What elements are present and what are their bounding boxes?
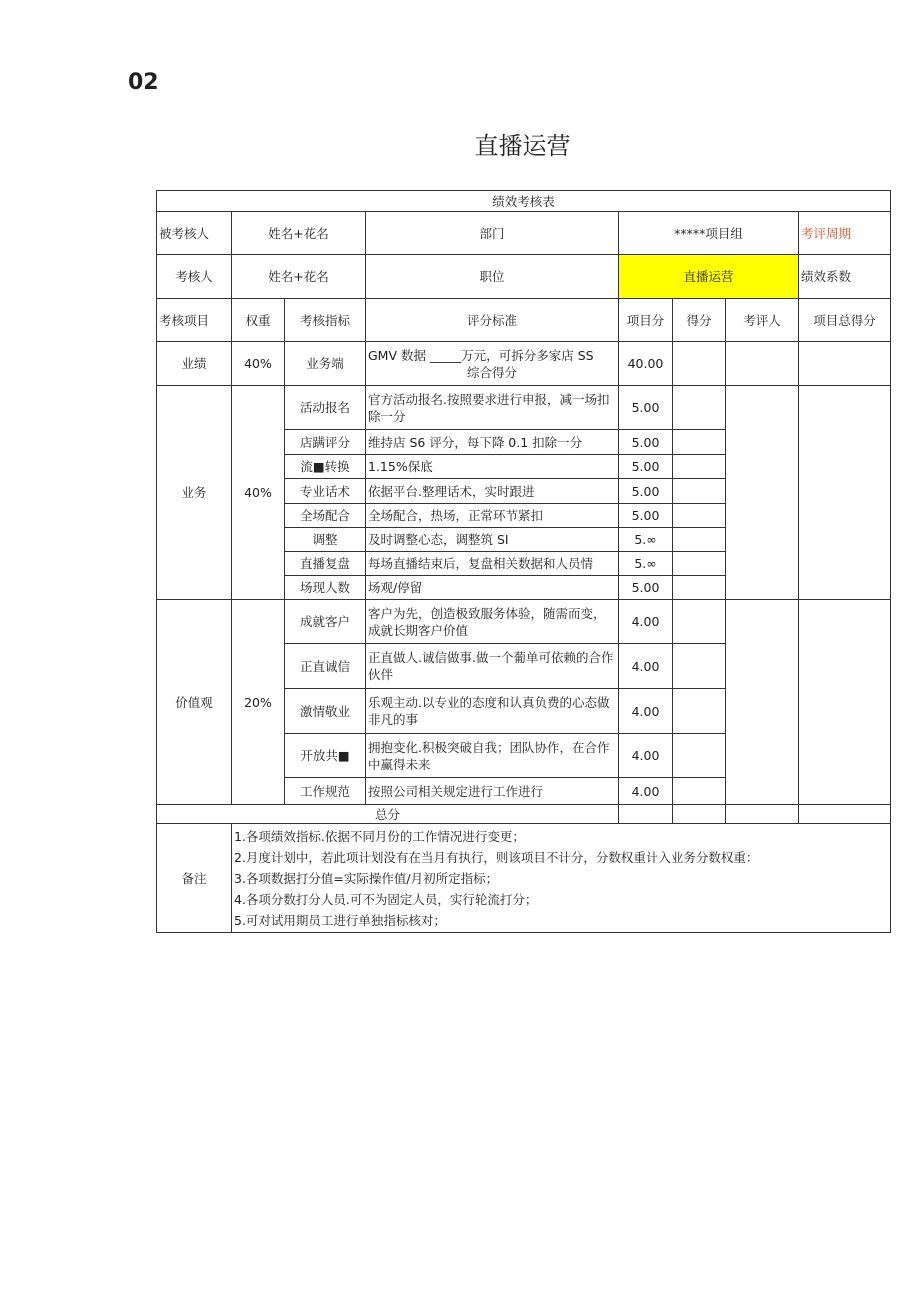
item-points: 4.00 bbox=[619, 600, 673, 644]
evaluatee-label: 被考核人 bbox=[157, 212, 232, 255]
indicator-name: 工作规范 bbox=[285, 778, 366, 805]
remarks-row bbox=[157, 824, 891, 933]
total-points-cell bbox=[619, 805, 673, 824]
item-points: 5.00 bbox=[619, 576, 673, 600]
coefficient-label: 绩效系数 bbox=[799, 255, 891, 299]
scoring-standard: 拥抱变化.积极突破自我；团队协作，在合作中赢得未来 bbox=[366, 734, 619, 778]
col-header-score: 得分 bbox=[673, 299, 726, 342]
score-cell bbox=[673, 386, 726, 430]
remark-line: 2.月度计划中，若此项计划没有在当月有执行，则该项目不计分，分数权重计入业务分数权重： bbox=[234, 849, 759, 865]
score-cell bbox=[673, 600, 726, 644]
col-header-total: 项目总得分 bbox=[799, 299, 891, 342]
item-points: 4.00 bbox=[619, 644, 673, 689]
indicator-name: 店蹒评分 bbox=[285, 430, 366, 455]
remarks-content bbox=[232, 824, 891, 933]
table-row bbox=[157, 386, 891, 430]
page-number: 02 bbox=[128, 70, 159, 95]
indicator-name: 流■转换 bbox=[285, 455, 366, 479]
score-cell bbox=[673, 552, 726, 576]
remark-line: 1.各项绩效指标.依据不同月份的工作情况进行变更； bbox=[234, 828, 525, 844]
remark-line: 5.可对试用期员工进行单独指标核对； bbox=[234, 912, 446, 928]
weight-value: 20% bbox=[232, 600, 285, 805]
performance-evaluation-table bbox=[156, 190, 891, 933]
dept-value: *****项目组 bbox=[619, 212, 799, 255]
score-cell bbox=[673, 479, 726, 504]
score-cell bbox=[673, 342, 726, 386]
dept-label: 部门 bbox=[366, 212, 619, 255]
grand-total-cell bbox=[799, 805, 891, 824]
position-label: 职位 bbox=[366, 255, 619, 299]
item-points: 5.00 bbox=[619, 479, 673, 504]
scoring-standard: 及时调整心态，调整筑 SI bbox=[366, 528, 619, 552]
reviewer-cell bbox=[726, 600, 799, 805]
section-label: 业绩 bbox=[157, 342, 232, 386]
total-cell bbox=[799, 600, 891, 805]
standard-line: 综合得分 bbox=[466, 364, 517, 380]
indicator-name: 活动报名 bbox=[285, 386, 366, 430]
total-cell bbox=[799, 342, 891, 386]
indicator-name: 正直诚信 bbox=[285, 644, 366, 689]
indicator-name: 全场配合 bbox=[285, 504, 366, 528]
col-header-standard: 评分标准 bbox=[366, 299, 619, 342]
total-score-cell bbox=[673, 805, 726, 824]
scoring-standard: 官方活动报名.按照要求进行申报，减一场扣除一分 bbox=[366, 386, 619, 430]
indicator-name: 成就客户 bbox=[285, 600, 366, 644]
scoring-standard: 全场配合，热场，正常环节紧扣 bbox=[366, 504, 619, 528]
scoring-standard: 1.15%保底 bbox=[366, 455, 619, 479]
score-cell bbox=[673, 504, 726, 528]
scoring-standard: 客户为先，创造极致服务体验，随需而变，成就长期客户价值 bbox=[366, 600, 619, 644]
remark-line: 4.各项分数打分人员.可不为固定人员，实行轮流打分； bbox=[234, 891, 538, 907]
indicator-name: 激情敬业 bbox=[285, 689, 366, 734]
scoring-standard: 正直做人.诚信做事.做一个葡单可依赖的合作伙伴 bbox=[366, 644, 619, 689]
indicator-name: 业务端 bbox=[285, 342, 366, 386]
indicator-name: 直播复盘 bbox=[285, 552, 366, 576]
section-label: 价值观 bbox=[157, 600, 232, 805]
score-cell bbox=[673, 778, 726, 805]
table-caption: 绩效考核表 bbox=[157, 191, 891, 212]
score-cell bbox=[673, 644, 726, 689]
col-header-indicator: 考核指标 bbox=[285, 299, 366, 342]
indicator-name: 调整 bbox=[285, 528, 366, 552]
indicator-name: 专业话术 bbox=[285, 479, 366, 504]
item-points: 5.00 bbox=[619, 386, 673, 430]
reviewer-cell bbox=[726, 386, 799, 600]
score-cell bbox=[673, 576, 726, 600]
item-points: 5.00 bbox=[619, 455, 673, 479]
item-points: 5.∞ bbox=[619, 528, 673, 552]
total-cell bbox=[799, 386, 891, 600]
standard-line: GMV 数据 _____万元，可拆分多家店 SS bbox=[368, 347, 594, 363]
scoring-standard: 维持店 S6 评分，每下降 0.1 扣除一分 bbox=[366, 430, 619, 455]
col-header-points: 项目分 bbox=[619, 299, 673, 342]
weight-value: 40% bbox=[232, 342, 285, 386]
scoring-standard: 按照公司相关规定进行工作进行 bbox=[366, 778, 619, 805]
item-points: 4.00 bbox=[619, 689, 673, 734]
position-value: 直播运营 bbox=[619, 255, 799, 299]
scoring-standard bbox=[366, 342, 619, 386]
reviewer-cell bbox=[726, 342, 799, 386]
table-row bbox=[157, 600, 891, 644]
indicator-name: 场现人数 bbox=[285, 576, 366, 600]
item-points: 4.00 bbox=[619, 778, 673, 805]
period-label: 考评周期 bbox=[799, 212, 891, 255]
evaluatee-value: 姓名+花名 bbox=[232, 212, 366, 255]
item-points: 5.00 bbox=[619, 430, 673, 455]
col-header-weight: 权重 bbox=[232, 299, 285, 342]
remarks-label: 备注 bbox=[157, 824, 232, 933]
total-label: 总分 bbox=[157, 805, 619, 824]
item-points: 4.00 bbox=[619, 734, 673, 778]
table-row bbox=[157, 342, 891, 386]
score-cell bbox=[673, 689, 726, 734]
item-points: 5.00 bbox=[619, 504, 673, 528]
weight-value: 40% bbox=[232, 386, 285, 600]
evaluator-value: 姓名+花名 bbox=[232, 255, 366, 299]
col-header-item: 考核项目 bbox=[157, 299, 232, 342]
scoring-standard: 依据平台.整理话术，实时跟进 bbox=[366, 479, 619, 504]
item-points: 5.∞ bbox=[619, 552, 673, 576]
item-points: 40.00 bbox=[619, 342, 673, 386]
score-cell bbox=[673, 528, 726, 552]
scoring-standard: 场观/停留 bbox=[366, 576, 619, 600]
scoring-standard: 乐观主动.以专业的态度和认真负费的心态做非凡的事 bbox=[366, 689, 619, 734]
page-title: 直播运营 bbox=[474, 132, 571, 160]
indicator-name: 开放共■ bbox=[285, 734, 366, 778]
score-cell bbox=[673, 430, 726, 455]
total-reviewer-cell bbox=[726, 805, 799, 824]
section-label: 业务 bbox=[157, 386, 232, 600]
scoring-standard: 每场直播结束后，复盘相关数据和人员情 bbox=[366, 552, 619, 576]
remark-line: 3.各项数据打分值=实际操作值/月初所定指标； bbox=[234, 870, 499, 886]
col-header-reviewer: 考评人 bbox=[726, 299, 799, 342]
score-cell bbox=[673, 734, 726, 778]
score-cell bbox=[673, 455, 726, 479]
total-row bbox=[157, 805, 891, 824]
evaluator-label: 考核人 bbox=[157, 255, 232, 299]
